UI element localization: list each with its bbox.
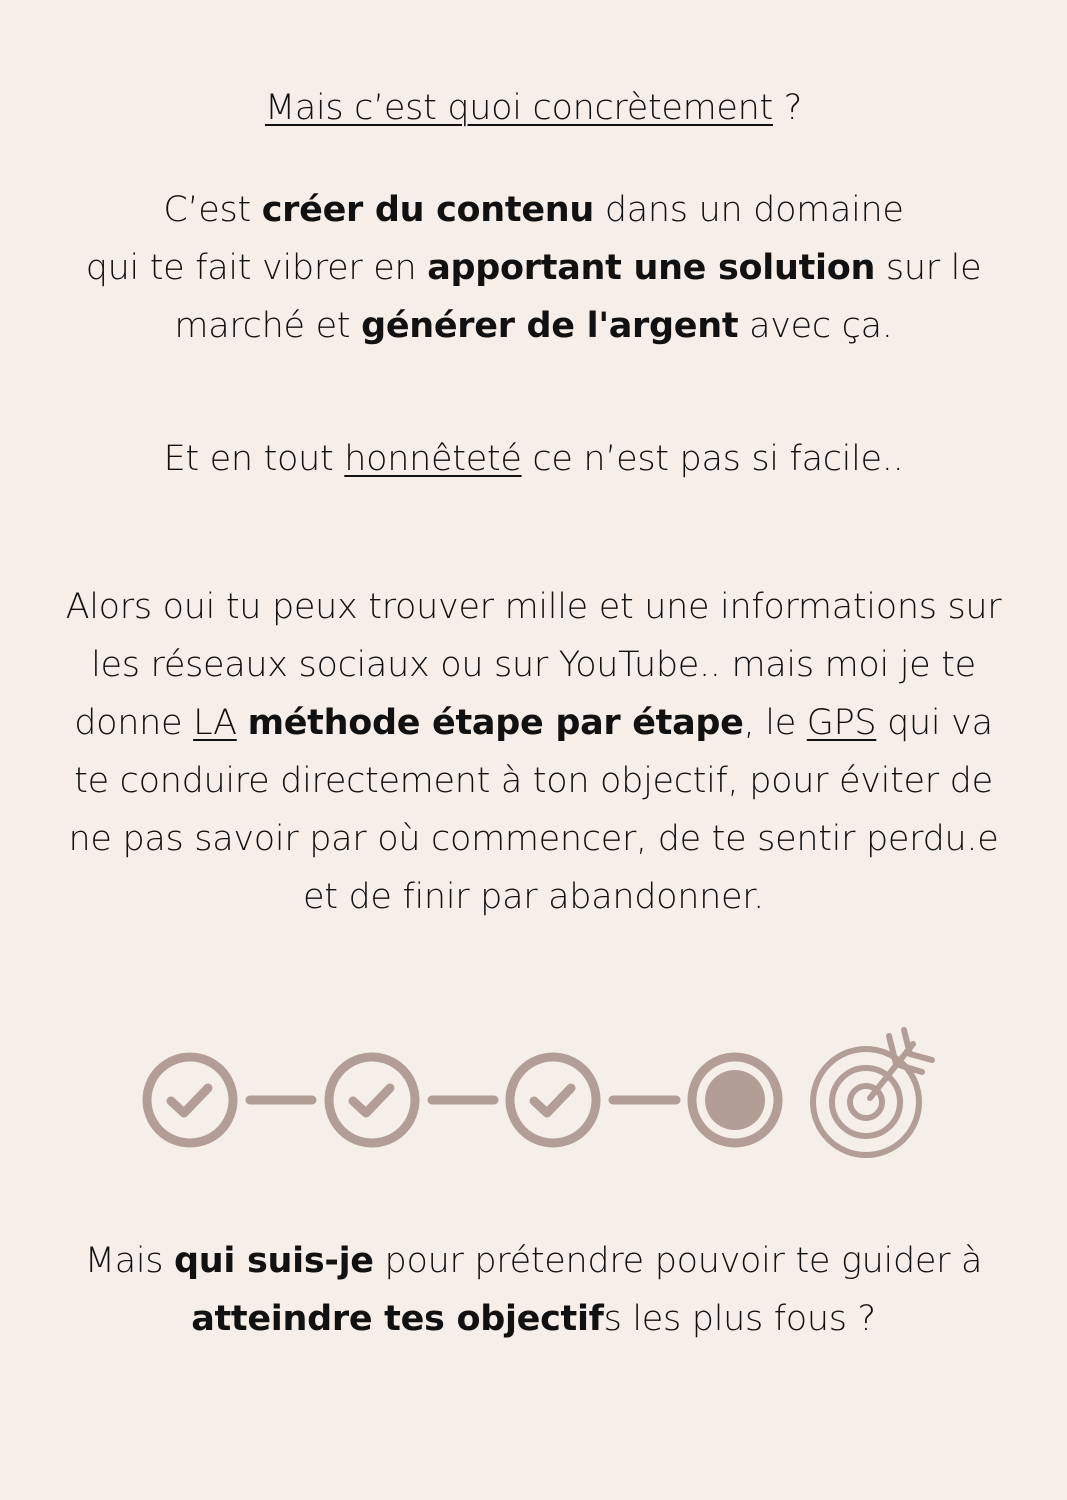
method-line-4: [0, 752, 1067, 810]
definition-text: marché et: [174, 306, 362, 346]
definition-text: avec ça.: [738, 306, 893, 346]
method-emphasis: méthode étape par étape: [247, 703, 744, 743]
method-text: et de finir par abandonner.: [303, 877, 764, 917]
honesty-text: ce n’est pas si facile..: [521, 439, 904, 479]
method-text: ne pas savoir par où commencer, de te sentir perdu.e: [68, 819, 999, 859]
progress-steps: [0, 1020, 1067, 1170]
honesty-line: [0, 430, 1067, 488]
method-text: donne: [74, 703, 194, 743]
honesty-text: Et en tout: [163, 439, 345, 479]
definition-line-2: [0, 239, 1067, 297]
definition-emphasis: générer de l'argent: [361, 306, 739, 346]
heading-suffix: ?: [772, 88, 803, 128]
definition-line-1: [0, 181, 1067, 239]
method-line-5: [0, 810, 1067, 868]
question-text: pour prétendre pouvoir te guider à: [373, 1241, 983, 1281]
definition-emphasis: apportant une solution: [427, 248, 876, 288]
definition-text: qui te fait vibrer en: [85, 248, 428, 288]
method-underlined: GPS: [806, 703, 877, 743]
question-emphasis: atteindre tes objectif: [191, 1299, 604, 1339]
definition-text: dans un domaine: [594, 190, 904, 230]
current-step-circle-icon: [692, 1057, 778, 1143]
definition-emphasis: créer du contenu: [261, 190, 595, 230]
heading-text: Mais c’est quoi concrètement: [264, 88, 773, 128]
section-heading: [0, 79, 1067, 137]
method-line-3: [0, 694, 1067, 752]
question-line-1: [0, 1232, 1067, 1290]
method-text: te conduire directement à ton objectif, pour éviter de: [74, 761, 993, 801]
question-emphasis: qui suis-je: [174, 1241, 374, 1281]
method-text: Alors oui tu peux trouver mille et une informations sur: [65, 587, 1002, 627]
method-text: , le: [743, 703, 807, 743]
definition-text: sur le: [875, 248, 982, 288]
honesty-underlined: honnêteté: [344, 439, 522, 479]
check-circle-icon: [510, 1057, 596, 1143]
target-arrow-icon: [813, 1030, 932, 1155]
method-text: qui va: [876, 703, 993, 743]
definition-line-3: [0, 297, 1067, 355]
method-line-2: [0, 636, 1067, 694]
method-text: [237, 703, 248, 743]
question-line-2: [0, 1290, 1067, 1348]
method-line-1: [0, 578, 1067, 636]
check-circle-icon: [147, 1057, 233, 1143]
definition-text: C’est: [163, 190, 262, 230]
check-circle-icon: [329, 1057, 415, 1143]
method-line-6: [0, 868, 1067, 926]
method-text: les réseaux sociaux ou sur YouTube.. mais moi je te: [91, 645, 976, 685]
question-text: Mais: [84, 1241, 175, 1281]
method-underlined: LA: [193, 703, 237, 743]
question-text: s les plus fous ?: [603, 1299, 876, 1339]
